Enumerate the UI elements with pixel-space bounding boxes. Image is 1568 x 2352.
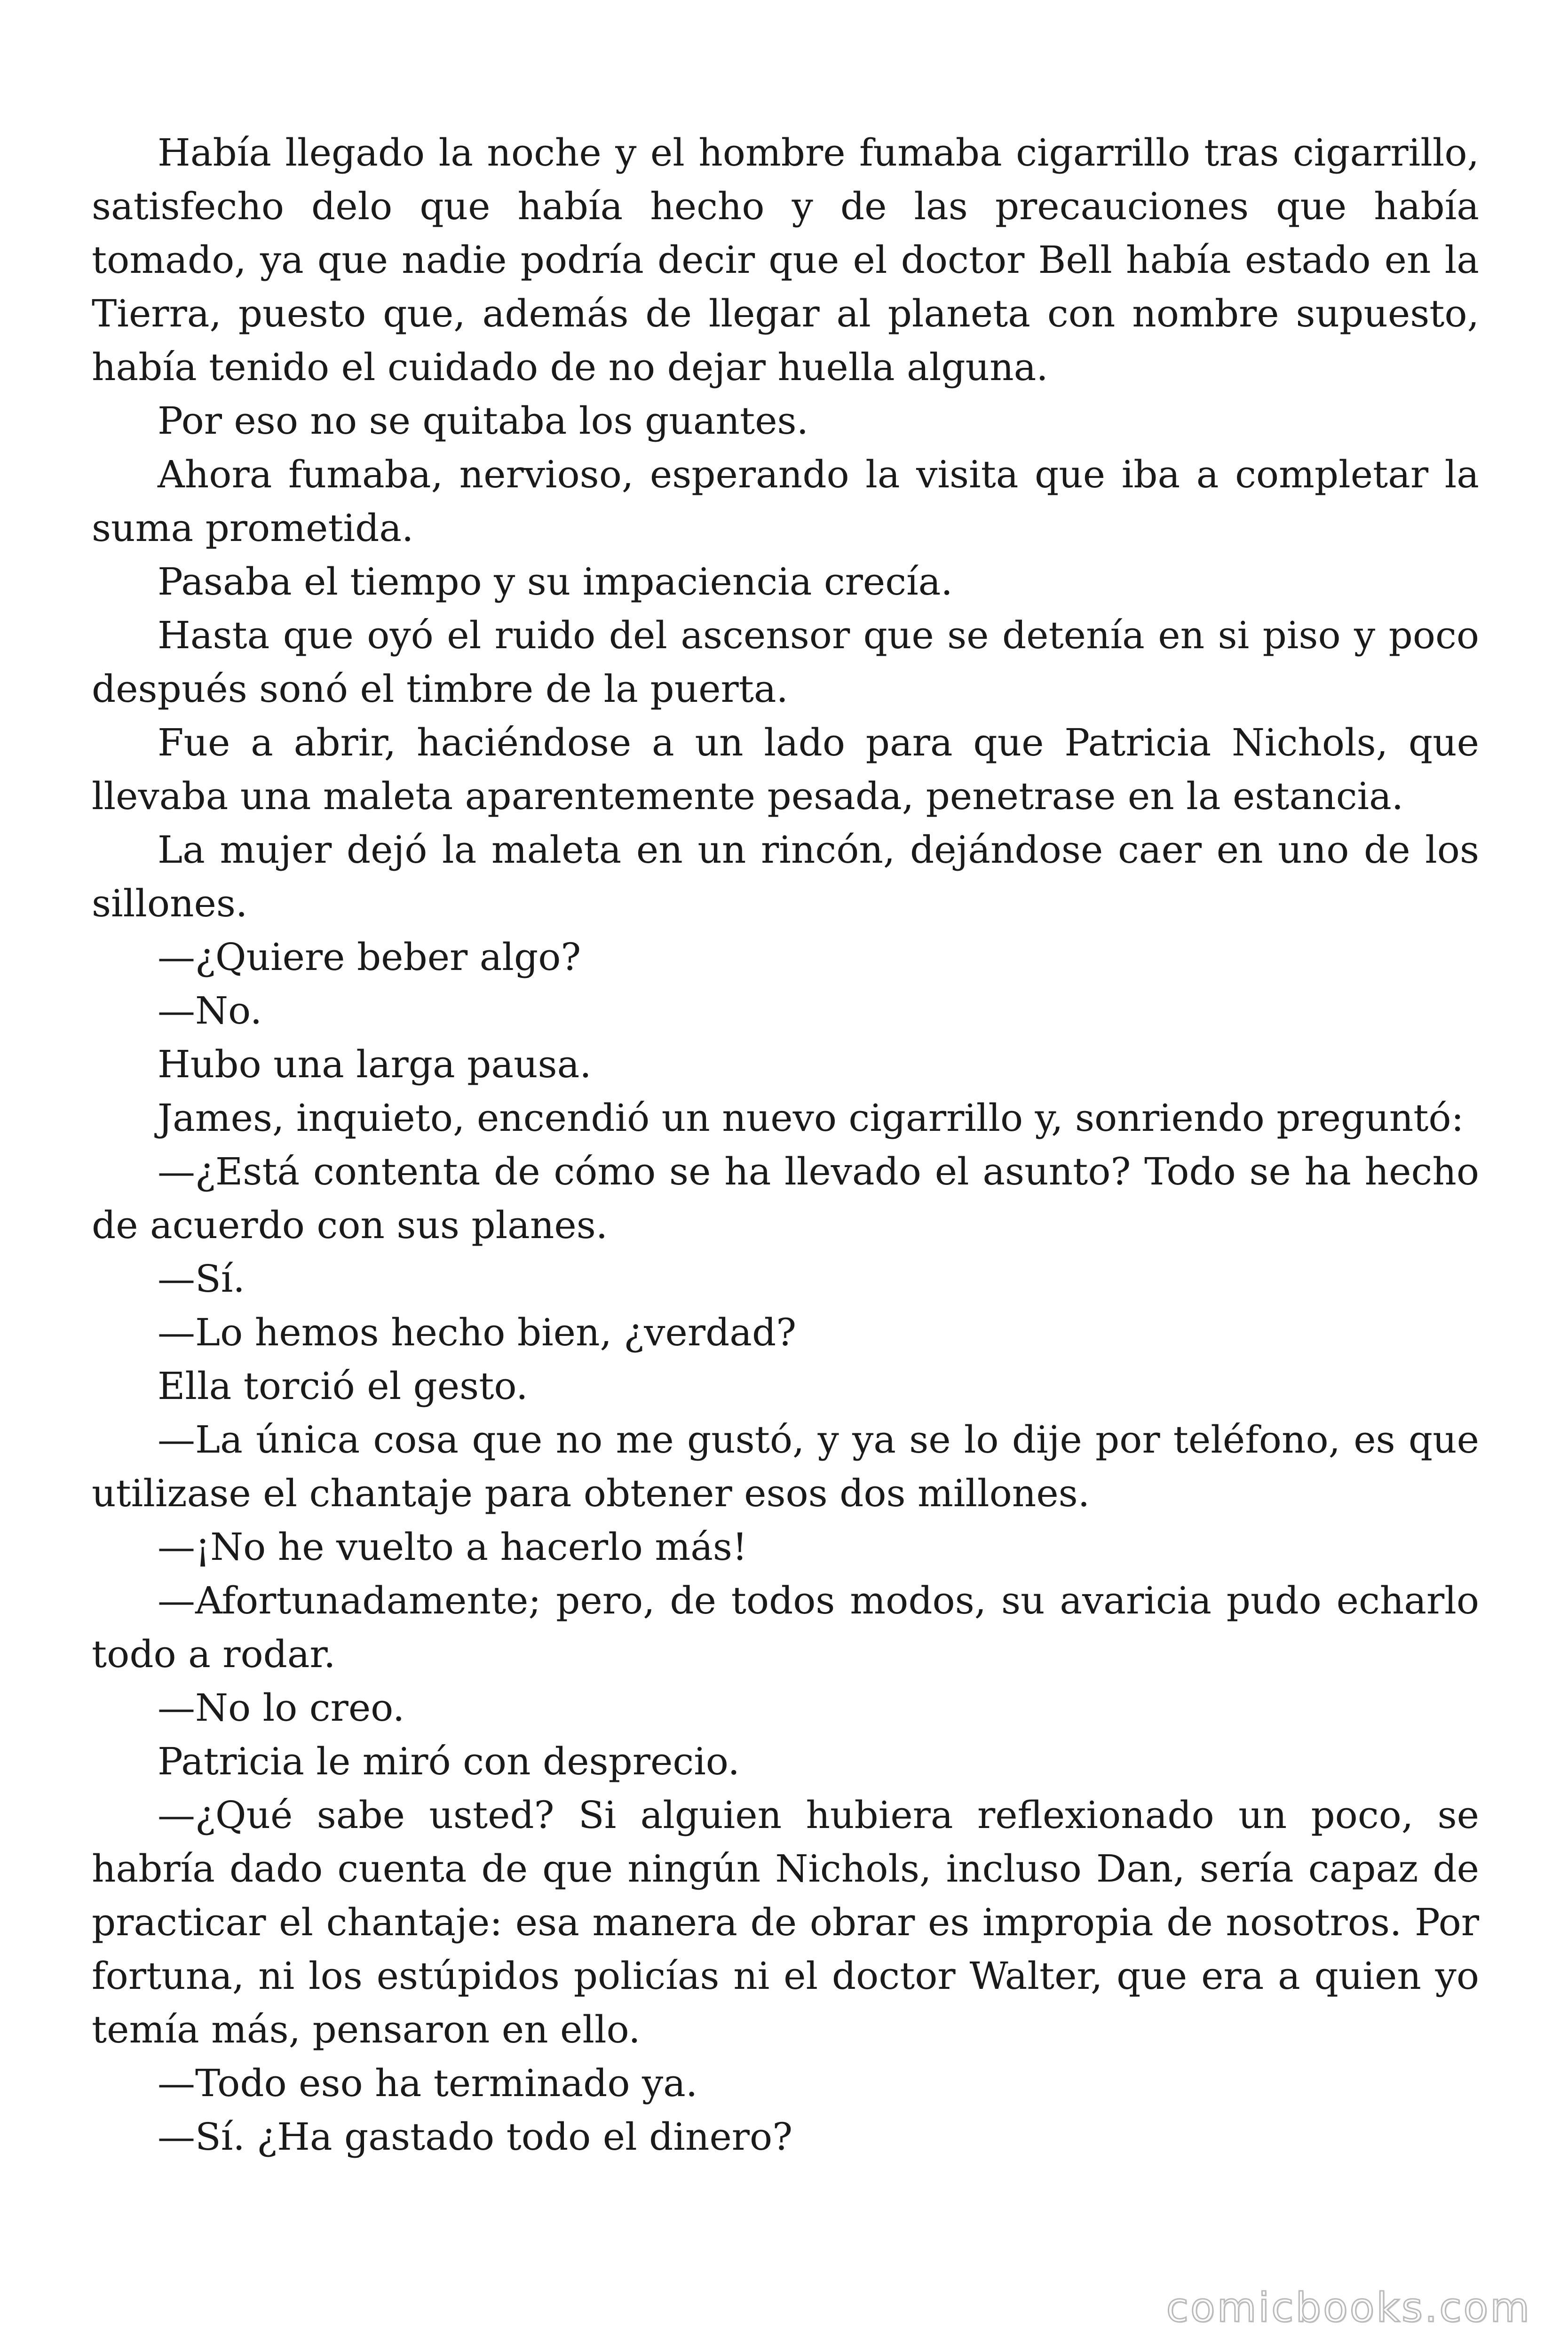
paragraph: Ella torció el gesto. xyxy=(158,1364,528,1408)
paragraph: James, inquieto, encendió un nuevo cigarrillo y, sonriendo preguntó: xyxy=(158,1096,1464,1140)
paragraph: Fue a abrir, haciéndose a un lado para que Patricia Nichols, que llevaba una maleta aparentemente pesada, penetrase en la estancia. xyxy=(92,721,1479,818)
paragraph: —Sí. xyxy=(158,1257,245,1301)
paragraph: —La única cosa que no me gustó, y ya se lo dije por teléfono, es que utilizase el chantaje para obtener esos dos millones. xyxy=(92,1418,1479,1515)
paragraph: La mujer dejó la maleta en un rincón, dejándose caer en uno de los sillones. xyxy=(92,828,1479,925)
paragraph: Había llegado la noche y el hombre fumaba cigarrillo tras cigarrillo, satisfecho delo que había hecho y de las precauciones que había tomado, ya que nadie podría decir que el doctor Bell había estado en la Tierra, puesto que, además de llegar al planeta con nombre supuesto, había tenido el cuidado de no dejar huella alguna. xyxy=(92,131,1479,389)
page-text xyxy=(92,126,1479,2164)
paragraph: —Sí. ¿Ha gastado todo el dinero? xyxy=(158,2115,793,2159)
paragraph: —No lo creo. xyxy=(158,1686,405,1730)
paragraph: Hasta que oyó el ruido del ascensor que se detenía en si piso y poco después sonó el timbre de la puerta. xyxy=(92,613,1479,711)
paragraph: —¿Qué sabe usted? Si alguien hubiera reflexionado un poco, se habría dado cuenta de que ningún Nichols, incluso Dan, sería capaz de practicar el chantaje: esa manera de obrar es impropia de nosotros. Por fortuna, ni los estúpidos policías ni el doctor Walter, que era a quien yo temía más, pensaron en ello. xyxy=(92,1793,1479,2051)
paragraph: —¿Está contenta de cómo se ha llevado el asunto? Todo se ha hecho de acuerdo con sus planes. xyxy=(92,1150,1479,1247)
paragraph: Patricia le miró con desprecio. xyxy=(158,1740,740,1783)
paragraph: Hubo una larga pausa. xyxy=(158,1042,592,1086)
paragraph: —No. xyxy=(158,989,262,1033)
watermark: comicbooks.com xyxy=(1166,2284,1531,2331)
paragraph: —Afortunadamente; pero, de todos modos, su avaricia pudo echarlo todo a rodar. xyxy=(92,1579,1479,1676)
paragraph: —Lo hemos hecho bien, ¿verdad? xyxy=(158,1311,797,1354)
paragraph: —¡No he vuelto a hacerlo más! xyxy=(158,1525,748,1569)
paragraph: Ahora fumaba, nervioso, esperando la visita que iba a completar la suma prometida. xyxy=(92,453,1479,550)
paragraph: —Todo eso ha terminado ya. xyxy=(158,2061,698,2105)
paragraph: Por eso no se quitaba los guantes. xyxy=(158,399,809,443)
paragraph: Pasaba el tiempo y su impaciencia crecía. xyxy=(158,560,953,604)
paragraph: —¿Quiere beber algo? xyxy=(158,935,581,979)
